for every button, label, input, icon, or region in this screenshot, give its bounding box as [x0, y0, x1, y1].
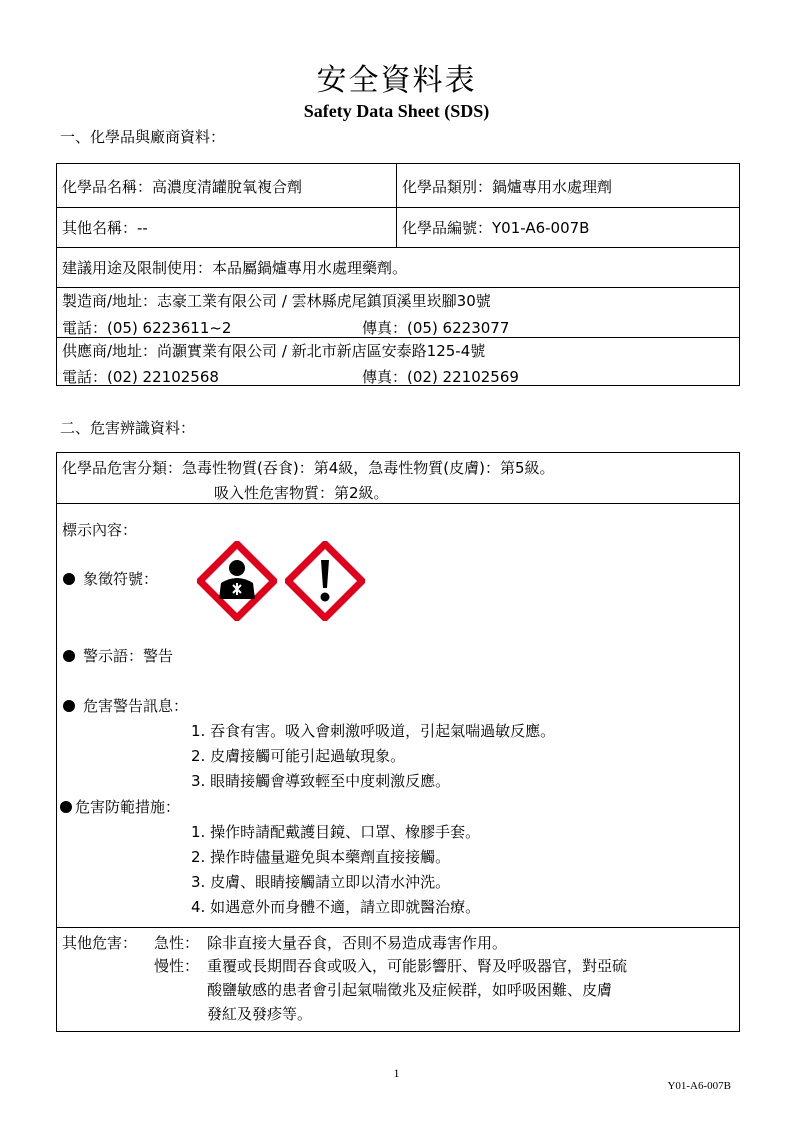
- table-divider: [57, 503, 739, 504]
- pictogram-label: 象徵符號：: [83, 570, 159, 588]
- section2-table: [56, 452, 740, 1032]
- supplier-tel: 電話：(02) 22102568: [62, 368, 219, 386]
- acute-label: 急性：: [154, 934, 200, 952]
- document-subtitle: Safety Data Sheet (SDS): [303, 101, 490, 121]
- section1-heading: 一、化學品與廠商資料：: [60, 128, 226, 146]
- section2-heading: 二、危害辨識資料：: [60, 419, 196, 437]
- supplier-fax: 傳真：(02) 22102569: [362, 368, 519, 386]
- precaution-item: 1. 操作時請配戴護目鏡、口罩、橡膠手套。: [191, 823, 481, 841]
- chronic-label: 慢性：: [154, 957, 200, 975]
- table-divider: [57, 207, 739, 208]
- footer-document-code: Y01-A6-007B: [667, 1080, 731, 1092]
- document-title: 安全資料表: [316, 63, 477, 98]
- manufacturer-address: 製造商/地址：志豪工業有限公司 / 雲林縣虎尾鎮頂溪里崁腳30號: [62, 292, 491, 310]
- chronic-text: 發紅及發疹等。: [207, 1005, 313, 1023]
- precaution-item: 4. 如遇意外而身體不適，請立即就醫治療。: [191, 898, 481, 916]
- chronic-text: 重覆或長期間吞食或吸入，可能影響肝、腎及呼吸器官，對亞硫: [207, 957, 628, 975]
- hazard-statement: 1. 吞食有害。吸入會刺激呼吸道，引起氣喘過敏反應。: [191, 722, 556, 740]
- table-divider: [396, 164, 397, 247]
- supplier-address: 供應商/地址：尚灝實業有限公司 / 新北市新店區安泰路125-4號: [62, 342, 486, 360]
- hazard-statement: 2. 皮膚接觸可能引起過敏現象。: [191, 747, 406, 765]
- product-name: 化學品名稱：高濃度清罐脫氧複合劑: [62, 178, 303, 196]
- product-code: 化學品編號：Y01-A6-007B: [402, 219, 590, 237]
- hazard-classification: 化學品危害分類：急毒性物質(吞食)：第4級，急毒性物質(皮膚)：第5級。: [62, 459, 555, 477]
- label-heading: 標示內容：: [62, 521, 138, 539]
- table-divider: [57, 287, 739, 288]
- chronic-text: 酸鹽敏感的患者會引起氣喘徵兆及症候群，如呼吸困難、皮膚: [207, 981, 613, 999]
- table-divider: [57, 247, 739, 248]
- other-names: 其他名稱：--: [62, 219, 148, 237]
- bullet-icon: [63, 650, 75, 662]
- exclamation-mark-icon: [285, 541, 365, 621]
- precaution-item: 2. 操作時儘量避免與本藥劑直接接觸。: [191, 848, 451, 866]
- table-divider: [57, 927, 739, 928]
- health-hazard-icon: [197, 541, 277, 621]
- other-hazards-label: 其他危害：: [62, 934, 138, 952]
- precautions-label: 危害防範措施：: [75, 798, 181, 816]
- section1-table: [56, 163, 740, 386]
- acute-text: 除非直接大量吞食，否則不易造成毒害作用。: [207, 934, 508, 952]
- precaution-item: 3. 皮膚、眼睛接觸請立即以清水沖洗。: [191, 873, 451, 891]
- page-number: 1: [393, 1066, 400, 1080]
- hazard-classification-cont: 吸入性危害物質：第2級。: [214, 484, 389, 502]
- product-category: 化學品類別：鍋爐專用水處理劑: [402, 178, 613, 196]
- bullet-icon: [60, 801, 72, 813]
- recommended-use: 建議用途及限制使用：本品屬鍋爐專用水處理藥劑。: [62, 259, 408, 277]
- signal-word: 警示語：警告: [83, 647, 174, 665]
- hazard-statement: 3. 眼睛接觸會導致輕至中度刺激反應。: [191, 772, 451, 790]
- hazard-statements-label: 危害警告訊息：: [83, 697, 189, 715]
- manufacturer-tel: 電話：(05) 6223611~2: [62, 319, 232, 337]
- bullet-icon: [63, 700, 75, 712]
- bullet-icon: [63, 573, 75, 585]
- manufacturer-fax: 傳真：(05) 6223077: [362, 319, 510, 337]
